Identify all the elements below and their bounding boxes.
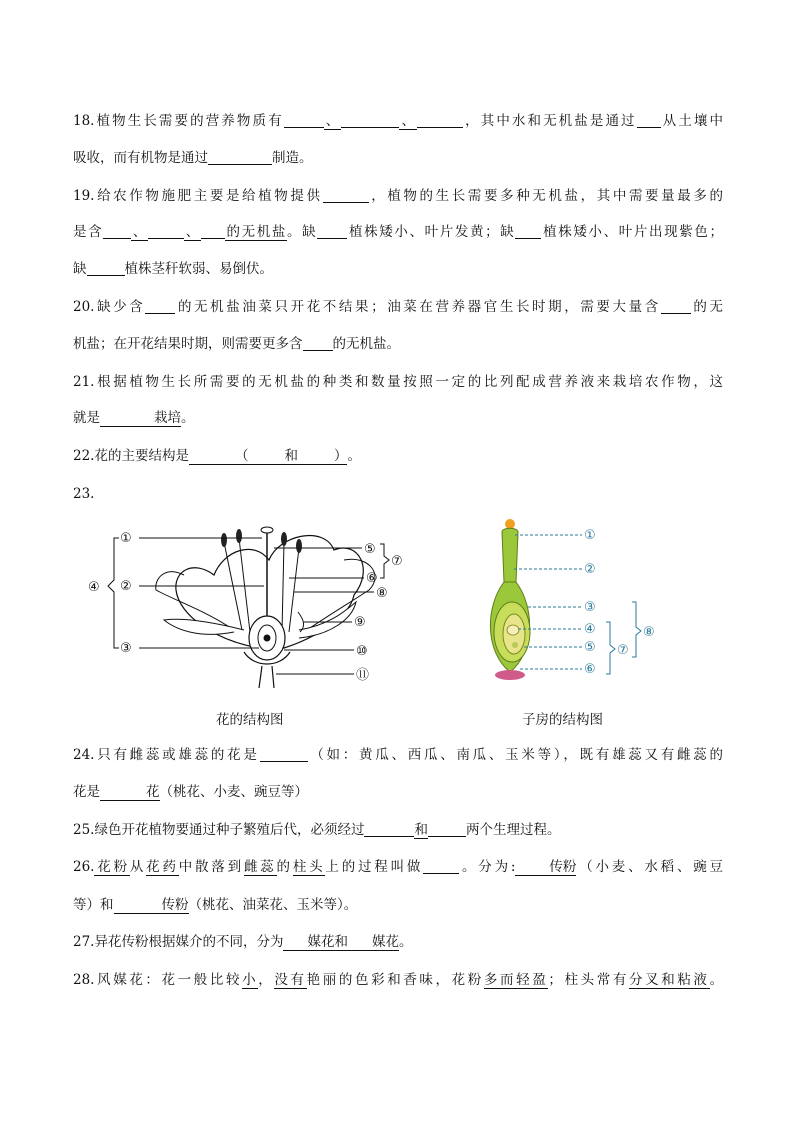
- q21-answer[interactable]: 栽培: [100, 410, 181, 427]
- q19-text: 植株矮小、叶片出现紫色；: [541, 224, 724, 240]
- answer-blank[interactable]: [661, 298, 691, 314]
- q24-text: （如：黄瓜、西瓜、南瓜、玉米等），既有雄蕊又有雌蕊的: [307, 747, 723, 763]
- q26-text: 从: [129, 859, 147, 875]
- answer-blank[interactable]: [103, 223, 131, 239]
- q20-text: 的无: [690, 299, 724, 315]
- q19-line2: [73, 222, 723, 242]
- q24-text: （桃花、小麦、豌豆等）: [159, 784, 308, 800]
- q26-line1: [73, 857, 723, 877]
- answer-blank[interactable]: [317, 223, 347, 239]
- q20-text: 的无机盐油菜只开花不结果；油菜在营养器官生长时期，需要大量含: [175, 299, 661, 315]
- ovary-label-2: ②: [584, 562, 596, 577]
- flower-label-7: ⑦: [391, 554, 403, 569]
- q19-text: 19.给农作物施肥主要是给植物提供: [73, 188, 323, 204]
- q28-line: [73, 970, 723, 990]
- q18-line2: [73, 148, 723, 168]
- q25-text: 25.绿色开花植物要通过种子繁殖后代，必须经过: [73, 822, 365, 838]
- q24-line2: [73, 782, 723, 802]
- q26-answer[interactable]: 传粉: [515, 859, 576, 876]
- ovary-label-3: ③: [584, 600, 596, 615]
- q28-text: ，: [258, 972, 275, 988]
- answer-blank[interactable]: [148, 223, 184, 239]
- q27-text: 27.异花传粉根据媒介的不同，分为: [73, 934, 284, 950]
- q25-line: [73, 820, 723, 840]
- q28-term: 小: [242, 972, 259, 988]
- q20-line1: [73, 297, 723, 317]
- answer-blank[interactable]: [364, 821, 414, 837]
- q26-answer[interactable]: 传粉: [114, 897, 189, 914]
- flower-label-10: ⑩: [356, 644, 368, 659]
- ovary-diagram-caption: 子房的结构图: [522, 712, 603, 728]
- q26-term: 柱头: [292, 859, 326, 875]
- answer-blank[interactable]: [145, 298, 175, 314]
- separator: 、: [323, 113, 342, 129]
- q26-line2: [73, 895, 723, 915]
- q19-line3: [73, 259, 723, 279]
- answer-blank[interactable]: [201, 223, 225, 239]
- flower-label-5: ⑤: [364, 542, 376, 557]
- separator: 、: [131, 224, 149, 240]
- q21-text: 。: [181, 410, 195, 426]
- q20-line2: [73, 334, 723, 354]
- q26-text: 的: [276, 859, 293, 875]
- q24-answer[interactable]: 花: [100, 784, 160, 801]
- q18-text: 吸收，而有机物是通过: [73, 150, 208, 166]
- q26-text: （小麦、水稻、豌豆: [576, 859, 724, 875]
- q19-text: 是含: [73, 224, 104, 240]
- q19-text: 缺: [73, 261, 87, 277]
- q25-text: 和: [414, 822, 428, 838]
- q26-text: 等）和: [73, 897, 114, 913]
- q18-line1: [73, 111, 723, 131]
- q19-text: 植株矮小、叶片发黄；缺: [347, 224, 516, 240]
- q27-line: [73, 932, 723, 952]
- q26-text: 中散落到: [178, 859, 244, 875]
- flower-diagram-caption: 花的结构图: [216, 712, 284, 728]
- flower-label-4: ④: [88, 580, 100, 595]
- q22-text: 。: [347, 448, 361, 464]
- q22-line: [73, 446, 723, 466]
- ovary-label-1: ①: [584, 528, 596, 543]
- q21-line1: 21.根据植物生长所需要的无机盐的种类和数量按照一定的比列配成营养液来栽培农作物，这: [73, 374, 723, 390]
- answer-blank[interactable]: [260, 746, 308, 762]
- q27-answer[interactable]: 媒花和 媒花: [283, 934, 399, 951]
- q24-line1: [73, 745, 723, 765]
- q22-text: 22.花的主要结构是: [73, 448, 189, 464]
- q18-text: ，其中水和无机盐是通过: [463, 113, 637, 129]
- q26-term: 花药: [146, 859, 179, 875]
- answer-blank[interactable]: [87, 260, 125, 276]
- q22-answer[interactable]: （ 和 ）: [189, 448, 348, 465]
- q27-text: 。: [398, 934, 413, 950]
- q24-text: 花是: [73, 784, 100, 800]
- q21-text: 就是: [73, 410, 100, 426]
- answer-blank[interactable]: [341, 112, 399, 128]
- q26-text: 上的过程叫做: [325, 859, 424, 875]
- flower-label-9: ⑨: [354, 615, 366, 630]
- q26-term: 雌蕊: [243, 859, 277, 875]
- q26-text: 26.: [73, 859, 95, 875]
- separator: 、: [399, 113, 418, 129]
- answer-blank[interactable]: [284, 112, 324, 128]
- q20-text: 20.缺少含: [73, 299, 146, 315]
- q26-term: 花粉: [94, 859, 130, 875]
- q28-text: 艳丽的色彩和香味，花粉: [306, 972, 484, 988]
- ovary-label-8: ⑧: [643, 625, 655, 640]
- q26-text: 。分为:: [459, 859, 516, 875]
- q20-text: 的无机盐。: [332, 336, 400, 352]
- flower-label-2: ②: [120, 579, 132, 594]
- answer-blank[interactable]: [323, 187, 369, 203]
- ovary-label-6: ⑥: [584, 662, 596, 677]
- q18-text: 18.植物生长需要的营养物质有: [73, 113, 284, 129]
- q28-term: 多而轻盈: [483, 972, 549, 988]
- q19-text: 。缺: [287, 224, 318, 240]
- answer-blank[interactable]: [423, 858, 459, 874]
- q19-text: ，植物的生长需要多种无机盐，其中需要量最多的: [368, 188, 723, 204]
- answer-blank[interactable]: [208, 149, 272, 165]
- q18-text: 制造。: [272, 150, 313, 166]
- q28-term: 分叉和粘液: [628, 972, 710, 988]
- ovary-label-5: ⑤: [584, 640, 596, 655]
- flower-label-11: ⑪: [356, 668, 370, 683]
- q28-text: 28.风媒花：花一般比较: [73, 972, 243, 988]
- answer-blank[interactable]: [303, 335, 333, 351]
- flower-label-1: ①: [120, 531, 132, 546]
- ovary-structure-diagram: [480, 512, 680, 687]
- answer-blank[interactable]: [417, 112, 463, 128]
- q28-text: 。: [709, 972, 724, 988]
- flower-label-8: ⑧: [376, 586, 388, 601]
- q20-text: 机盐；在开花结果时期，则需要更多含: [73, 336, 303, 352]
- flower-label-3: ③: [120, 641, 132, 656]
- q19-line1: [73, 186, 723, 206]
- q19-text: 植株茎秆软弱、易倒伏。: [124, 261, 273, 277]
- answer-blank[interactable]: [637, 112, 661, 128]
- q18-text: 从土壤中: [660, 113, 724, 129]
- q25-text: 两个生理过程。: [465, 822, 561, 838]
- separator: 、: [184, 224, 201, 240]
- answer-blank[interactable]: [428, 821, 466, 837]
- answer-blank[interactable]: [515, 223, 541, 239]
- q26-text: （桃花、油菜花、玉米等）。: [188, 897, 358, 913]
- flower-structure-diagram: [84, 520, 424, 690]
- q19-text: 的无机盐: [224, 224, 288, 240]
- ovary-label-4: ④: [584, 622, 596, 637]
- ovary-label-7: ⑦: [617, 643, 629, 658]
- q28-text: ；柱头常有: [548, 972, 629, 988]
- q28-term: 没有: [274, 972, 307, 988]
- q21-line2: [73, 408, 723, 428]
- q23-number: 23.: [73, 486, 95, 502]
- flower-label-6: ⑥: [366, 571, 378, 586]
- q24-text: 24.只有雌蕊或雄蕊的花是: [73, 747, 260, 763]
